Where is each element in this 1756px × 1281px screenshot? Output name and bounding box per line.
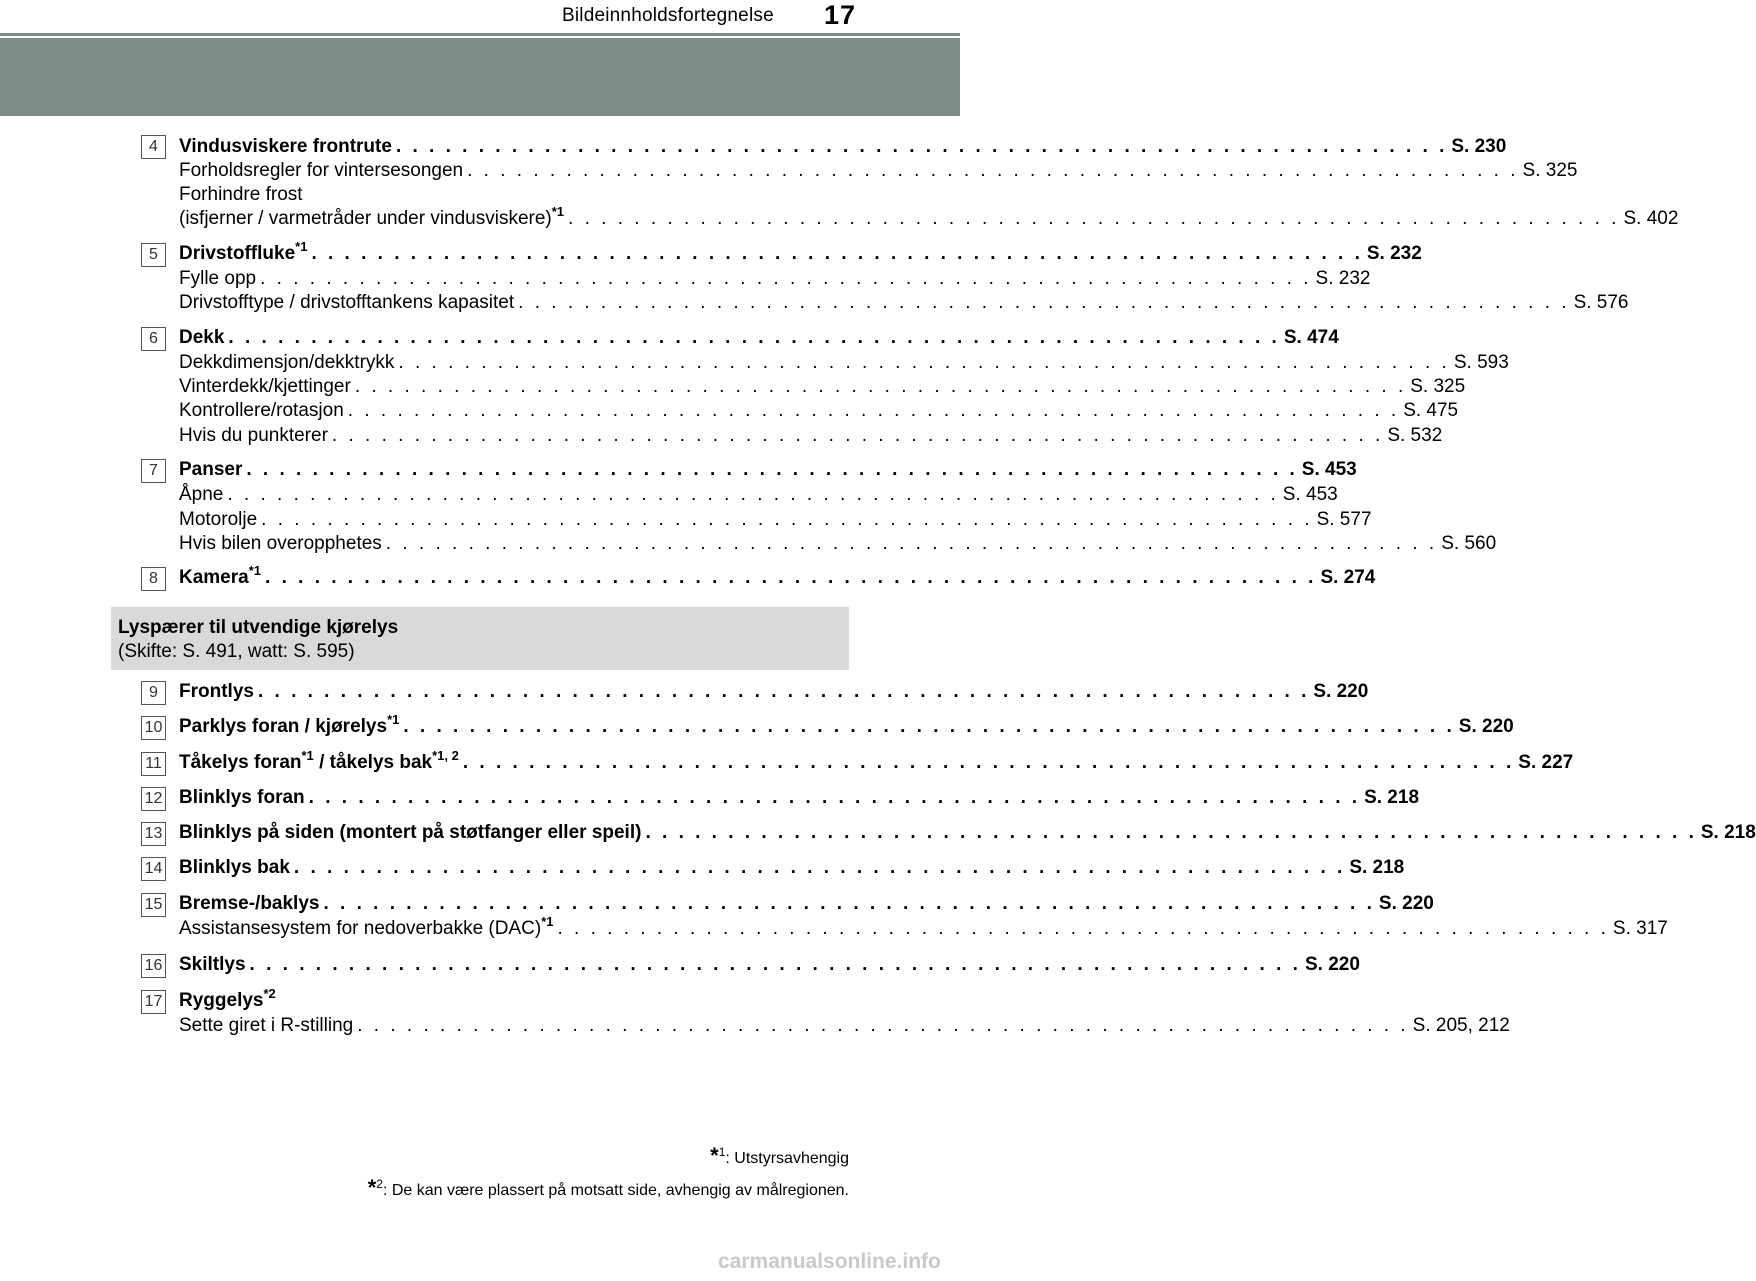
footnote-mark: * xyxy=(367,1175,377,1200)
entry-label: Ryggelys xyxy=(179,990,264,1011)
page-reference: S. 220 xyxy=(1458,716,1514,737)
index-subentry xyxy=(179,292,1629,316)
section-heading: Lyspærer til utvendige kjørelys xyxy=(118,617,399,638)
leader-dots: . . . . . . . . . . . . . . . . . . . . . . . . . . . . . . . . . . . . . . . . . . . . . . . . . . . . . . . . . . . . . . . . xyxy=(385,533,1438,554)
entry-label-continued: / tåkelys bak xyxy=(313,752,433,773)
entry-label: Drivstofftype / drivstofftankens kapasitet xyxy=(179,292,515,313)
entry-label: Blinklys foran xyxy=(179,787,305,808)
leader-dots: . . . . . . . . . . . . . . . . . . . . . . . . . . . . . . . . . . . . . . . . . . . . . . . . . . . . . . . . . . . . . . . . xyxy=(260,268,1312,289)
item-number-badge: 16 xyxy=(141,954,166,978)
page-reference: S. 232 xyxy=(1315,268,1371,289)
leader-dots: . . . . . . . . . . . . . . . . . . . . . . . . . . . . . . . . . . . . . . . . . . . . . . . . . . . . . . . . . . . . . . . . xyxy=(568,208,1620,229)
index-entry xyxy=(179,954,1360,978)
leader-dots: . . . . . . . . . . . . . . . . . . . . . . . . . . . . . . . . . . . . . . . . . . . . . . . . . . . . . . . . . . . . . . . . xyxy=(354,376,1407,397)
page-reference: S. 593 xyxy=(1453,352,1509,373)
leader-dots: . . . . . . . . . . . . . . . . . . . . . . . . . . . . . . . . . . . . . . . . . . . . . . . . . . . . . . . . . . . . . . . . xyxy=(398,352,1450,373)
page-reference: S. 218 xyxy=(1349,857,1405,878)
footnote-ref: *1 xyxy=(551,204,565,219)
index-subentry xyxy=(179,268,1371,292)
entry-label: Kamera xyxy=(179,567,249,588)
entry-label: Dekkdimensjon/dekktrykk xyxy=(179,352,395,373)
leader-dots: . . . . . . . . . . . . . . . . . . . . . . . . . . . . . . . . . . . . . . . . . . . . . . . . . . . . . . . . . . . . . . . . xyxy=(311,243,1363,264)
entry-label: Åpne xyxy=(179,484,224,505)
index-subentry xyxy=(179,204,1679,232)
page-reference: S. 532 xyxy=(1387,425,1443,446)
page-reference: S. 577 xyxy=(1316,509,1372,530)
item-number-badge: 6 xyxy=(141,327,166,351)
entry-label: Hvis du punkterer xyxy=(179,425,328,446)
item-number-badge: 7 xyxy=(141,459,166,483)
leader-dots: . . . . . . . . . . . . . . . . . . . . . . . . . . . . . . . . . . . . . . . . . . . . . . . . . . . . . . . . . . . . . . . . xyxy=(323,893,1375,914)
index-entry xyxy=(179,239,1422,267)
entry-label: Dekk xyxy=(179,327,225,348)
page-reference: S. 325 xyxy=(1410,376,1466,397)
index-subentry xyxy=(179,425,1443,449)
footnote-mark: * xyxy=(710,1143,719,1168)
footnote-ref: *1 xyxy=(387,712,400,727)
footnote-ref: *1 xyxy=(248,563,262,578)
page-reference: S. 218 xyxy=(1364,787,1420,808)
page-reference: S. 274 xyxy=(1320,567,1376,588)
index-subentry xyxy=(179,533,1497,557)
entry-label: Forholdsregler for vintersesongen xyxy=(179,160,464,181)
item-number-badge: 10 xyxy=(141,716,166,740)
item-number-badge: 15 xyxy=(141,893,166,917)
page-reference: S. 220 xyxy=(1378,893,1434,914)
section-subheading: (Skifte: S. 491, watt: S. 595) xyxy=(118,641,355,662)
item-number-badge: 14 xyxy=(141,857,166,881)
watermark: carmanualsonline.info xyxy=(718,1250,941,1273)
leader-dots: . . . . . . . . . . . . . . . . . . . . . . . . . . . . . . . . . . . . . . . . . . . . . . . . . . . . . . . . . . . . . . . . xyxy=(403,716,1455,737)
page-reference: S. 576 xyxy=(1573,292,1629,313)
item-number-badge: 13 xyxy=(141,822,166,846)
entry-label: Vindusviskere frontrute xyxy=(179,136,392,157)
leader-dots: . . . . . . . . . . . . . . . . . . . . . . . . . . . . . . . . . . . . . . . . . . . . . . . . . . . . . . . . . . . . . . . . xyxy=(257,681,1310,702)
index-entry xyxy=(179,748,1574,776)
leader-dots: . . . . . . . . . . . . . . . . . . . . . . . . . . . . . . . . . . . . . . . . . . . . . . . . . . . . . . . . . . . . . . . . xyxy=(462,752,1515,773)
header-rule-gap xyxy=(0,36,960,38)
item-number-badge: 17 xyxy=(141,990,166,1014)
footnote-ref: *1 xyxy=(301,748,314,763)
item-number-badge: 5 xyxy=(141,243,166,267)
index-subentry xyxy=(179,914,1668,942)
entry-label: Skiltlys xyxy=(179,954,246,975)
index-entry xyxy=(179,712,1514,740)
entry-label: Tåkelys foran xyxy=(179,752,302,773)
entry-label: Drivstoffluke xyxy=(179,243,296,264)
leader-dots: . . . . . . . . . . . . . . . . . . . . . . . . . . . . . . . . . . . . . . . . . . . . . . . . . . . . . . . . . . . . . . . . xyxy=(228,327,1280,348)
footnote-ref: *1 xyxy=(295,239,308,254)
leader-dots: . . . . . . . . . . . . . . . . . . . . . . . . . . . . . . . . . . . . . . . . . . . . . . . . . . . . . . . . . . . . . . . . xyxy=(395,136,1448,157)
index-entry xyxy=(179,787,1420,811)
index-entry xyxy=(179,136,1507,160)
page-reference: S. 474 xyxy=(1283,327,1339,348)
page-reference: S. 218 xyxy=(1700,822,1756,843)
footnote-number: 1 xyxy=(718,1145,726,1159)
index-subentry xyxy=(179,509,1372,533)
entry-label: Fylle opp xyxy=(179,268,257,289)
page-reference: S. 475 xyxy=(1403,400,1459,421)
index-entry xyxy=(179,822,1756,846)
index-entry xyxy=(179,893,1434,917)
page-header xyxy=(0,2,960,34)
entry-label: (isfjerner / varmetråder under vindusviskere) xyxy=(179,208,552,229)
index-entry xyxy=(179,327,1339,351)
section-heading-band xyxy=(111,607,849,670)
index-entry xyxy=(179,857,1405,881)
index-entry xyxy=(179,563,1376,591)
leader-dots: . . . . . . . . . . . . . . . . . . . . . . . . . . . . . . . . . . . . . . . . . . . . . . . . . . . . . . . . . . . . . . . . xyxy=(246,459,1298,480)
item-number-badge: 9 xyxy=(141,681,166,705)
page-reference: S. 230 xyxy=(1451,136,1507,157)
page-reference: S. 453 xyxy=(1282,484,1338,505)
leader-dots: . . . . . . . . . . . . . . . . . . . . . . . . . . . . . . . . . . . . . . . . . . . . . . . . . . . . . . . . . . . . . . . . xyxy=(249,954,1301,975)
page-number: 17 xyxy=(824,0,857,30)
item-number-badge: 12 xyxy=(141,787,166,811)
index-subentry xyxy=(179,1015,1510,1039)
entry-label: Kontrollere/rotasjon xyxy=(179,400,344,421)
entry-label: Vinterdekk/kjettinger xyxy=(179,376,351,397)
leader-dots: . . . . . . . . . . . . . . . . . . . . . . . . . . . . . . . . . . . . . . . . . . . . . . . . . . . . . . . . . . . . . . . . xyxy=(265,567,1317,588)
page-reference: S. 220 xyxy=(1304,954,1360,975)
footnote-number: 2 xyxy=(376,1177,383,1191)
entry-label: Blinklys bak xyxy=(179,857,290,878)
leader-dots: . . . . . . . . . . . . . . . . . . . . . . . . . . . . . . . . . . . . . . . . . . . . . . . . . . . . . . . . . . . . . . . . xyxy=(261,509,1313,530)
index-entry xyxy=(179,681,1369,705)
index-subentry xyxy=(179,376,1466,400)
entry-label: Motorolje xyxy=(179,509,258,530)
leader-dots: . . . . . . . . . . . . . . . . . . . . . . . . . . . . . . . . . . . . . . . . . . . . . . . . . . . . . . . . . . . . . . . . xyxy=(227,484,1279,505)
entry-label: Parklys foran / kjørelys xyxy=(179,716,388,737)
page-title: Bildeinnholdsfortegnelse xyxy=(562,5,774,26)
page-reference: S. 325 xyxy=(1522,160,1578,181)
entry-label: Sette giret i R-stilling xyxy=(179,1015,354,1036)
leader-dots: . . . . . . . . . . . . . . . . . . . . . . . . . . . . . . . . . . . . . . . . . . . . . . . . . . . . . . . . . . . . . . . . xyxy=(557,918,1609,939)
footnote-ref: *1 xyxy=(541,914,554,929)
item-number-badge: 11 xyxy=(141,752,166,776)
page-reference: S. 205, 212 xyxy=(1412,1015,1510,1036)
entry-label: Frontlys xyxy=(179,681,254,702)
index-subentry xyxy=(179,352,1509,376)
index-subentry xyxy=(179,184,812,208)
item-number-badge: 4 xyxy=(141,135,166,159)
index-entry xyxy=(179,459,1357,483)
entry-label: Hvis bilen overopphetes xyxy=(179,533,382,554)
page-reference: S. 453 xyxy=(1301,459,1357,480)
leader-dots: . . . . . . . . . . . . . . . . . . . . . . . . . . . . . . . . . . . . . . . . . . . . . . . . . . . . . . . . . . . . . . . . xyxy=(331,425,1384,446)
page-reference: S. 220 xyxy=(1313,681,1369,702)
index-subentry xyxy=(179,160,1578,184)
index-entry xyxy=(179,986,812,1014)
item-number-badge: 8 xyxy=(141,567,166,591)
page-reference: S. 317 xyxy=(1612,918,1668,939)
entry-label: Blinklys på siden (montert på støtfanger eller speil) xyxy=(179,822,642,843)
entry-label: Assistansesystem for nedoverbakke (DAC) xyxy=(179,918,542,939)
footnote-ref: *2 xyxy=(263,986,276,1001)
index-subentry xyxy=(179,400,1459,424)
entry-label: Panser xyxy=(179,459,243,480)
entry-label: Forhindre frost xyxy=(179,184,303,205)
footnote-1 xyxy=(710,1143,849,1169)
footnote-2 xyxy=(368,1175,849,1201)
footnote-text: : De kan være plassert på motsatt side, avhengig av målregionen. xyxy=(382,1182,849,1199)
leader-dots: . . . . . . . . . . . . . . . . . . . . . . . . . . . . . . . . . . . . . . . . . . . . . . . . . . . . . . . . . . . . . . . . xyxy=(467,160,1519,181)
leader-dots: . . . . . . . . . . . . . . . . . . . . . . . . . . . . . . . . . . . . . . . . . . . . . . . . . . . . . . . . . . . . . . . . xyxy=(308,787,1361,808)
footnote-ref: *1, 2 xyxy=(432,748,459,763)
page-reference: S. 560 xyxy=(1441,533,1497,554)
leader-dots: . . . . . . . . . . . . . . . . . . . . . . . . . . . . . . . . . . . . . . . . . . . . . . . . . . . . . . . . . . . . . . . . xyxy=(645,822,1697,843)
page-reference: S. 227 xyxy=(1518,752,1574,773)
entry-label: Bremse-/baklys xyxy=(179,893,320,914)
leader-dots: . . . . . . . . . . . . . . . . . . . . . . . . . . . . . . . . . . . . . . . . . . . . . . . . . . . . . . . . . . . . . . . . xyxy=(293,857,1346,878)
page-reference: S. 232 xyxy=(1366,243,1422,264)
page-reference: S. 402 xyxy=(1623,208,1679,229)
footnote-text: : Utstyrsavhengig xyxy=(725,1150,849,1167)
leader-dots: . . . . . . . . . . . . . . . . . . . . . . . . . . . . . . . . . . . . . . . . . . . . . . . . . . . . . . . . . . . . . . . . xyxy=(347,400,1400,421)
leader-dots: . . . . . . . . . . . . . . . . . . . . . . . . . . . . . . . . . . . . . . . . . . . . . . . . . . . . . . . . . . . . . . . . xyxy=(357,1015,1409,1036)
leader-dots: . . . . . . . . . . . . . . . . . . . . . . . . . . . . . . . . . . . . . . . . . . . . . . . . . . . . . . . . . . . . . . . . xyxy=(518,292,1570,313)
index-subentry xyxy=(179,484,1338,508)
header-band xyxy=(0,40,960,116)
